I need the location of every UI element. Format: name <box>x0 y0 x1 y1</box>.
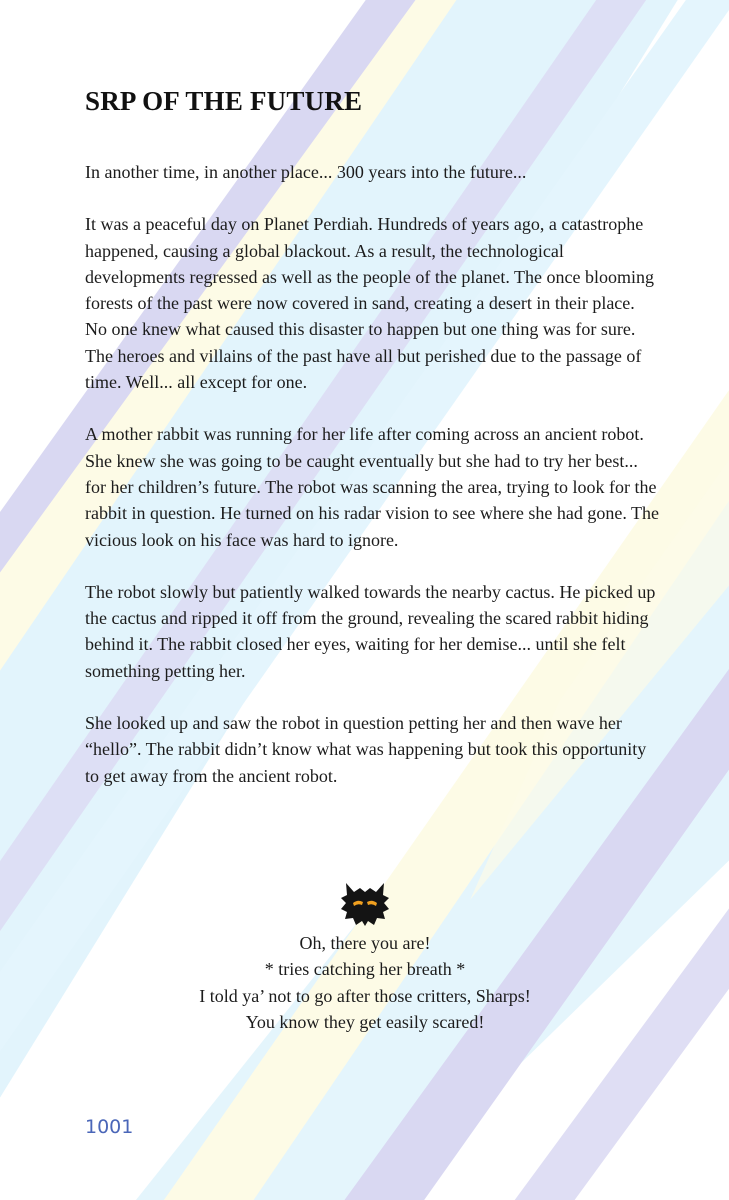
page-title: SRP OF THE FUTURE <box>85 86 363 116</box>
dialogue-block <box>100 930 630 1035</box>
page-number: 1001 <box>85 1116 134 1138</box>
dialogue-line: You know they get easily scared! <box>245 1011 485 1032</box>
story-body <box>85 159 660 815</box>
dialogue-line: Oh, there you are! <box>299 933 431 953</box>
story-paragraph: In another time, in another place... 300 years into the future... <box>85 162 527 182</box>
sharps-character-icon <box>339 881 391 927</box>
story-paragraph: It was a peaceful day on Planet Perdiah. Hundreds of years ago, a catastrophe happened, causing a global blackout. As a result, the technological developments regressed as well as the people of the planet. The once blooming forests of the past were now covered in sand, creating a desert in their place. No one knew what caused this disaster to happen but one thing was for sure. The heroes and villains of the past have all but perished due to the passage of time. Well... all except for one. <box>85 214 654 393</box>
dialogue-line: * tries catching her breath * <box>264 959 466 980</box>
story-paragraph: The robot slowly but patiently walked towards the nearby cactus. He picked up the cactus and ripped it off from the ground, revealing the scared rabbit hiding behind it. The rabbit closed her eyes, waiting for her demise... until she felt something petting her. <box>85 581 656 681</box>
dialogue-line: I told ya’ not to go after those critters, Sharps! <box>199 985 531 1006</box>
story-paragraph: She looked up and saw the robot in question petting her and then wave her “hello”. The rabbit didn’t know what was happening but took this opportunity to get away from the ancient robot. <box>85 713 647 786</box>
story-paragraph: A mother rabbit was running for her life after coming across an ancient robot. She knew she was going to be caught eventually but she had to try her best... for her children’s future. The robot was scanning the area, trying to look for the rabbit in question. He turned on his radar vision to see where she had gone. The vicious look on his face was hard to ignore. <box>85 424 660 550</box>
